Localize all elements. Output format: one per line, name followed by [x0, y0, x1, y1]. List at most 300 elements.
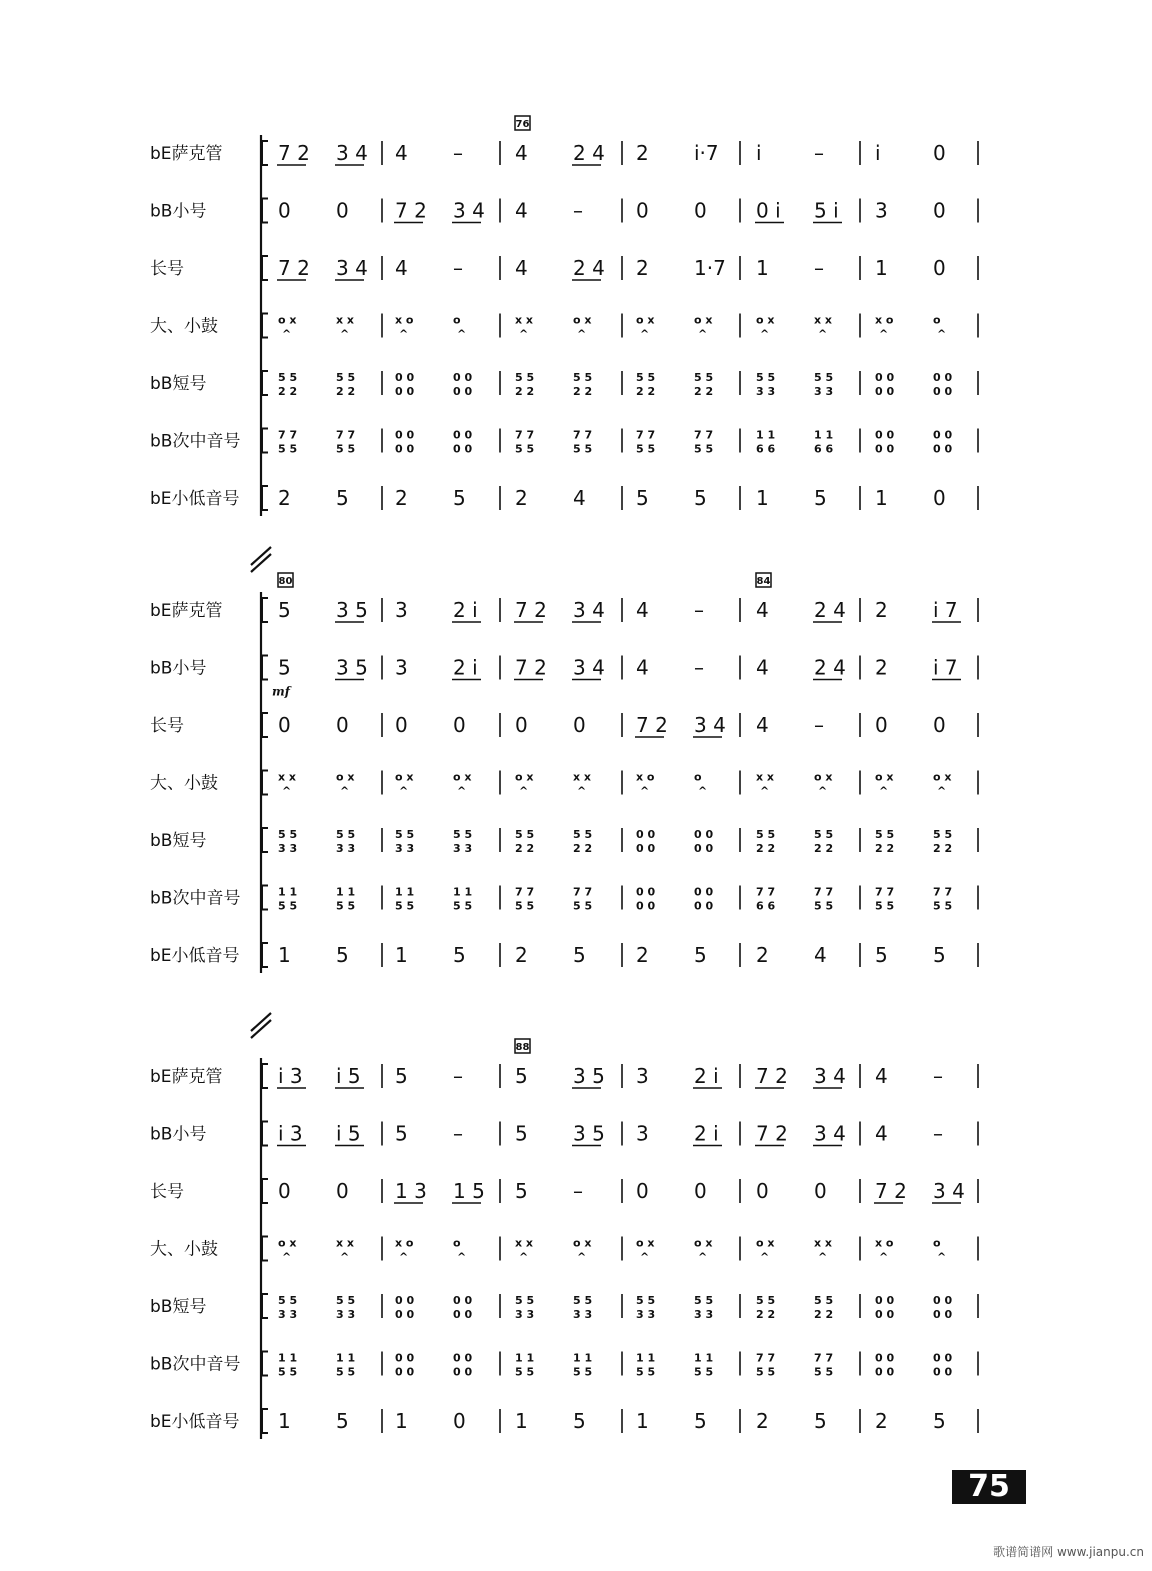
rehearsal-mark: 80 [278, 576, 293, 587]
chord-lower: 5 5 [636, 1365, 656, 1379]
drum-beat: o x [515, 770, 534, 784]
chord-upper: 0 0 [875, 1294, 895, 1307]
chord-lower: 0 0 [395, 1365, 415, 1379]
note-beat: 5 [933, 943, 946, 967]
note-beat: 0 [453, 1409, 466, 1433]
note-beat: 5 [336, 943, 349, 967]
chord-upper: 0 0 [453, 428, 473, 442]
drum-accent: ^ [519, 1250, 529, 1264]
chord-upper: 0 0 [694, 828, 714, 841]
note-beat: 3 [395, 655, 408, 680]
note-beat: 2 [875, 1409, 888, 1433]
note-beat: 5 [336, 486, 349, 510]
drum-accent: ^ [577, 1250, 587, 1264]
note-beat: 7 2 [515, 655, 547, 680]
drum-accent: ^ [760, 1250, 770, 1264]
note-beat: – [814, 256, 824, 280]
note-beat: 4 [814, 943, 827, 967]
note-beat: 5 [395, 1121, 408, 1146]
note-beat: 0 [278, 198, 291, 223]
note-beat: 4 [515, 141, 528, 165]
note-beat: 5 [814, 1409, 827, 1433]
note-beat: 5 [875, 943, 888, 967]
note-beat: 0 [336, 1179, 349, 1203]
drum-beat: o x [636, 1236, 655, 1250]
drum-accent: ^ [760, 784, 770, 798]
drum-beat: o x [278, 1236, 297, 1250]
note-beat: – [694, 598, 704, 622]
chord-upper: 5 5 [336, 1294, 356, 1307]
chord-upper: 0 0 [453, 1351, 473, 1365]
drum-beat: x o [875, 1236, 894, 1250]
note-beat: 3 [875, 198, 888, 223]
chord-upper: 7 7 [694, 428, 714, 442]
note-beat: 2 4 [573, 256, 605, 280]
note-beat: – [573, 1179, 583, 1203]
note-beat: i·7 [694, 141, 719, 165]
drum-accent: ^ [879, 784, 889, 798]
note-beat: 3 4 [453, 198, 485, 223]
note-beat: 0 [336, 198, 349, 223]
chord-lower: 5 5 [694, 1365, 714, 1379]
chord-upper: 0 0 [395, 371, 415, 384]
chord-lower: 5 5 [336, 442, 356, 456]
chord-lower: 2 2 [515, 385, 535, 398]
note-beat: 2 [278, 486, 291, 510]
note-beat: 2 i [694, 1064, 719, 1088]
chord-lower: 6 6 [756, 899, 776, 913]
note-beat: 2 [875, 655, 888, 680]
note-beat: 0 [933, 486, 946, 510]
note-beat: 5 [573, 943, 586, 967]
note-beat: 2 [756, 943, 769, 967]
note-beat: 2 [875, 598, 888, 622]
note-beat: 3 4 [336, 256, 368, 280]
note-beat: 1·7 [694, 256, 726, 280]
drum-accent: ^ [399, 784, 409, 798]
drum-beat: x x [515, 313, 534, 327]
chord-lower: 2 2 [573, 842, 593, 855]
chord-lower: 0 0 [694, 842, 714, 855]
chord-lower: 5 5 [933, 899, 953, 913]
chord-upper: 1 1 [694, 1351, 714, 1365]
chord-upper: 1 1 [453, 885, 473, 899]
chord-lower: 0 0 [395, 442, 415, 456]
instrument-label: bB次中音号 [150, 1354, 241, 1375]
note-beat: 4 [515, 256, 528, 280]
chord-lower: 0 0 [875, 442, 895, 456]
chord-upper: 0 0 [875, 1351, 895, 1365]
instrument-label: 长号 [150, 259, 184, 279]
note-beat: 5 [278, 655, 291, 680]
chord-upper: 0 0 [395, 428, 415, 442]
drum-accent: ^ [282, 784, 292, 798]
chord-upper: 5 5 [278, 828, 298, 841]
note-beat: 4 [875, 1121, 888, 1146]
chord-lower: 0 0 [875, 385, 895, 398]
rehearsal-mark: 76 [515, 119, 530, 130]
note-beat: 1 [756, 256, 769, 280]
drum-beat: o [453, 313, 461, 327]
note-beat: 5 [515, 1121, 528, 1146]
drum-accent: ^ [399, 1250, 409, 1264]
instrument-label: bE小低音号 [150, 946, 240, 966]
chord-lower: 0 0 [694, 899, 714, 913]
instrument-label: bB小号 [150, 1124, 207, 1145]
drum-beat: o x [395, 770, 414, 784]
note-beat: 3 4 [336, 141, 368, 165]
chord-lower: 2 2 [756, 1308, 776, 1321]
note-beat: – [453, 1121, 463, 1146]
staff-bracket [262, 1294, 268, 1318]
instrument-label: bE小低音号 [150, 1412, 240, 1432]
drum-accent: ^ [937, 1250, 947, 1264]
staff-bracket [262, 1237, 268, 1261]
drum-beat: o x [636, 313, 655, 327]
note-beat: i 5 [336, 1064, 361, 1088]
watermark: 歌谱简谱网 www.jianpu.cn [993, 1545, 1144, 1559]
note-beat: 1 [278, 1409, 291, 1433]
chord-lower: 2 2 [278, 385, 298, 398]
chord-upper: 0 0 [453, 371, 473, 384]
page-number: 75 [952, 1470, 1026, 1504]
chord-lower: 3 3 [814, 385, 834, 398]
drum-accent: ^ [577, 784, 587, 798]
drum-accent: ^ [818, 1250, 828, 1264]
chord-lower: 3 3 [636, 1308, 656, 1321]
note-beat: 3 5 [573, 1064, 605, 1088]
drum-accent: ^ [519, 784, 529, 798]
note-beat: 1 5 [453, 1179, 485, 1203]
chord-lower: 5 5 [875, 899, 895, 913]
chord-lower: 5 5 [814, 899, 834, 913]
drum-beat: x o [395, 1236, 414, 1250]
chord-lower: 5 5 [395, 899, 415, 913]
drum-beat: x x [336, 313, 355, 327]
chord-lower: 3 3 [515, 1308, 535, 1321]
drum-beat: o [453, 1236, 461, 1250]
note-beat: 2 i [453, 655, 478, 680]
staff-bracket [262, 486, 268, 510]
chord-lower: 5 5 [278, 442, 298, 456]
note-beat: 4 [573, 486, 586, 510]
drum-beat: o [933, 1236, 941, 1250]
drum-beat: x o [875, 313, 894, 327]
note-beat: 5 [453, 486, 466, 510]
note-beat: 0 [395, 713, 408, 737]
chord-upper: 5 5 [875, 828, 895, 841]
note-beat: 0 [933, 198, 946, 223]
note-beat: 4 [756, 655, 769, 680]
note-beat: 0 [756, 1179, 769, 1203]
note-beat: 0 [636, 1179, 649, 1203]
instrument-label: bB小号 [150, 658, 207, 679]
chord-upper: 0 0 [933, 371, 953, 384]
note-beat: 3 4 [933, 1179, 965, 1203]
chord-upper: 0 0 [694, 885, 714, 899]
drum-beat: o x [933, 770, 952, 784]
drum-beat: x o [395, 313, 414, 327]
chord-upper: 7 7 [756, 1351, 776, 1365]
dynamic-marking: mf [272, 684, 290, 699]
drum-beat: o x [278, 313, 297, 327]
note-beat: 5 [933, 1409, 946, 1433]
note-beat: 1 [875, 486, 888, 510]
chord-upper: 5 5 [573, 1294, 593, 1307]
note-beat: 2 [636, 141, 649, 165]
chord-upper: 5 5 [814, 828, 834, 841]
note-beat: 3 [395, 598, 408, 622]
note-beat: 1 [395, 1409, 408, 1433]
drum-beat: x x [515, 1236, 534, 1250]
chord-upper: 1 1 [336, 1351, 356, 1365]
chord-upper: 5 5 [814, 371, 834, 384]
note-beat: 5 [515, 1064, 528, 1088]
note-beat: 0 [933, 141, 946, 165]
chord-upper: 5 5 [573, 371, 593, 384]
drum-beat: o x [814, 770, 833, 784]
drum-accent: ^ [640, 1250, 650, 1264]
chord-lower: 3 3 [756, 385, 776, 398]
instrument-label: bE萨克管 [150, 144, 223, 164]
chord-upper: 0 0 [933, 1294, 953, 1307]
drum-beat: x x [573, 770, 592, 784]
note-beat: 1 [278, 943, 291, 967]
chord-upper: 5 5 [278, 371, 298, 384]
staff-bracket [262, 429, 268, 453]
note-beat: – [573, 198, 583, 223]
note-beat: 0 i [756, 198, 781, 223]
note-beat: 7 2 [515, 598, 547, 622]
staff-bracket [262, 256, 268, 280]
drum-accent: ^ [698, 327, 708, 341]
chord-upper: 0 0 [636, 828, 656, 841]
chord-lower: 0 0 [395, 385, 415, 398]
note-beat: 3 4 [814, 1064, 846, 1088]
chord-lower: 0 0 [933, 1308, 953, 1321]
drum-accent: ^ [577, 327, 587, 341]
instrument-label: bE小低音号 [150, 489, 240, 509]
drum-accent: ^ [282, 1250, 292, 1264]
chord-upper: 5 5 [336, 371, 356, 384]
chord-upper: 7 7 [814, 885, 834, 899]
instrument-label: 长号 [150, 1182, 184, 1202]
note-beat: 7 2 [278, 141, 310, 165]
chord-lower: 5 5 [453, 899, 473, 913]
staff-bracket [262, 656, 268, 680]
chord-lower: 3 3 [453, 842, 473, 855]
chord-lower: 5 5 [636, 442, 656, 456]
chord-lower: 5 5 [278, 1365, 298, 1379]
chord-upper: 7 7 [756, 885, 776, 899]
drum-beat: x o [636, 770, 655, 784]
chord-lower: 3 3 [573, 1308, 593, 1321]
instrument-label: 大、小鼓 [150, 773, 218, 794]
chord-upper: 5 5 [756, 828, 776, 841]
note-beat: – [694, 655, 704, 680]
chord-lower: 2 2 [636, 385, 656, 398]
instrument-label: 长号 [150, 716, 184, 736]
note-beat: 0 [515, 713, 528, 737]
note-beat: 4 [395, 141, 408, 165]
note-beat: 0 [933, 256, 946, 280]
drum-beat: x x [336, 1236, 355, 1250]
chord-lower: 5 5 [756, 1365, 776, 1379]
chord-upper: 5 5 [395, 828, 415, 841]
note-beat: 4 [395, 256, 408, 280]
drum-beat: o x [694, 1236, 713, 1250]
note-beat: – [453, 1064, 463, 1088]
staff-bracket [262, 771, 268, 795]
chord-upper: 7 7 [573, 885, 593, 899]
chord-lower: 0 0 [636, 899, 656, 913]
note-beat: 2 [636, 256, 649, 280]
chord-lower: 2 2 [756, 842, 776, 855]
chord-lower: 5 5 [278, 899, 298, 913]
chord-upper: 0 0 [933, 1351, 953, 1365]
note-beat: 3 [636, 1121, 649, 1146]
note-beat: 1 [395, 943, 408, 967]
note-beat: 7 2 [756, 1121, 788, 1146]
chord-lower: 5 5 [694, 442, 714, 456]
drum-accent: ^ [399, 327, 409, 341]
chord-upper: 0 0 [453, 1294, 473, 1307]
drum-beat: o x [875, 770, 894, 784]
chord-lower: 0 0 [933, 442, 953, 456]
note-beat: i 7 [933, 655, 958, 680]
drum-beat: x x [278, 770, 297, 784]
note-beat: 5 [336, 1409, 349, 1433]
note-beat: 3 [636, 1064, 649, 1088]
chord-upper: 7 7 [336, 428, 356, 442]
chord-upper: 1 1 [336, 885, 356, 899]
chord-lower: 5 5 [573, 899, 593, 913]
chord-upper: 5 5 [933, 828, 953, 841]
drum-beat: o x [453, 770, 472, 784]
chord-lower: 0 0 [395, 1308, 415, 1321]
chord-lower: 3 3 [336, 842, 356, 855]
chord-upper: 5 5 [694, 371, 714, 384]
chord-upper: 0 0 [875, 371, 895, 384]
drum-beat: o x [756, 1236, 775, 1250]
note-beat: i 3 [278, 1121, 303, 1146]
note-beat: 1 3 [395, 1179, 427, 1203]
chord-lower: 3 3 [278, 1308, 298, 1321]
chord-lower: 5 5 [515, 1365, 535, 1379]
chord-upper: 0 0 [395, 1294, 415, 1307]
chord-lower: 5 5 [814, 1365, 834, 1379]
staff-bracket [262, 598, 268, 622]
chord-lower: 3 3 [395, 842, 415, 855]
note-beat: 0 [278, 1179, 291, 1203]
note-beat: – [933, 1121, 943, 1146]
instrument-label: bE萨克管 [150, 1067, 223, 1087]
drum-beat: o x [694, 313, 713, 327]
note-beat: 1 [756, 486, 769, 510]
note-beat: 0 [694, 1179, 707, 1203]
note-beat: 4 [515, 198, 528, 223]
chord-upper: 5 5 [756, 371, 776, 384]
drum-accent: ^ [640, 784, 650, 798]
staff-bracket [262, 1122, 268, 1146]
chord-lower: 2 2 [814, 842, 834, 855]
drum-beat: x x [814, 1236, 833, 1250]
instrument-label: 大、小鼓 [150, 316, 218, 337]
drum-accent: ^ [340, 327, 350, 341]
staff-bracket [262, 141, 268, 165]
note-beat: i 7 [933, 598, 958, 622]
drum-accent: ^ [937, 784, 947, 798]
note-beat: 7 2 [395, 198, 427, 223]
staff-bracket [262, 713, 268, 737]
chord-lower: 5 5 [515, 899, 535, 913]
drum-beat: o x [756, 313, 775, 327]
note-beat: 2 4 [814, 655, 846, 680]
drum-accent: ^ [457, 327, 467, 341]
note-beat: 5 [694, 486, 707, 510]
chord-upper: 1 1 [395, 885, 415, 899]
chord-upper: 7 7 [636, 428, 656, 442]
rehearsal-mark: 84 [756, 576, 771, 587]
chord-lower: 0 0 [453, 1365, 473, 1379]
note-beat: 5 [814, 486, 827, 510]
drum-accent: ^ [879, 327, 889, 341]
chord-upper: 1 1 [814, 428, 834, 442]
note-beat: 0 [814, 1179, 827, 1203]
drum-beat: o x [573, 313, 592, 327]
chord-lower: 0 0 [875, 1365, 895, 1379]
chord-upper: 5 5 [814, 1294, 834, 1307]
staff-bracket [262, 1409, 268, 1433]
chord-lower: 2 2 [336, 385, 356, 398]
staff-bracket [262, 314, 268, 338]
chord-upper: 7 7 [814, 1351, 834, 1365]
note-beat: – [453, 256, 463, 280]
instrument-label: bB次中音号 [150, 888, 241, 909]
drum-beat: o [694, 770, 702, 784]
note-beat: 0 [336, 713, 349, 737]
chord-upper: 1 1 [515, 1351, 535, 1365]
note-beat: 4 [875, 1064, 888, 1088]
note-beat: – [933, 1064, 943, 1088]
note-beat: 4 [636, 655, 649, 680]
chord-lower: 5 5 [336, 1365, 356, 1379]
chord-lower: 3 3 [278, 842, 298, 855]
note-beat: 5 [573, 1409, 586, 1433]
chord-lower: 5 5 [573, 442, 593, 456]
note-beat: 0 [278, 713, 291, 737]
chord-upper: 7 7 [933, 885, 953, 899]
chord-lower: 0 0 [636, 842, 656, 855]
note-beat: 1 [515, 1409, 528, 1433]
chord-upper: 1 1 [756, 428, 776, 442]
note-beat: 3 4 [573, 655, 605, 680]
drum-beat: o [933, 313, 941, 327]
note-beat: 0 [694, 198, 707, 223]
note-beat: 5 [515, 1179, 528, 1203]
staff-bracket [262, 1179, 268, 1203]
drum-beat: o x [336, 770, 355, 784]
chord-upper: 1 1 [278, 1351, 298, 1365]
note-beat: 2 [636, 943, 649, 967]
instrument-label: 大、小鼓 [150, 1239, 218, 1260]
drum-accent: ^ [457, 784, 467, 798]
chord-upper: 7 7 [573, 428, 593, 442]
note-beat: 2 [515, 943, 528, 967]
instrument-label: bB短号 [150, 831, 207, 851]
note-beat: 7 2 [636, 713, 668, 737]
note-beat: 2 4 [573, 141, 605, 165]
